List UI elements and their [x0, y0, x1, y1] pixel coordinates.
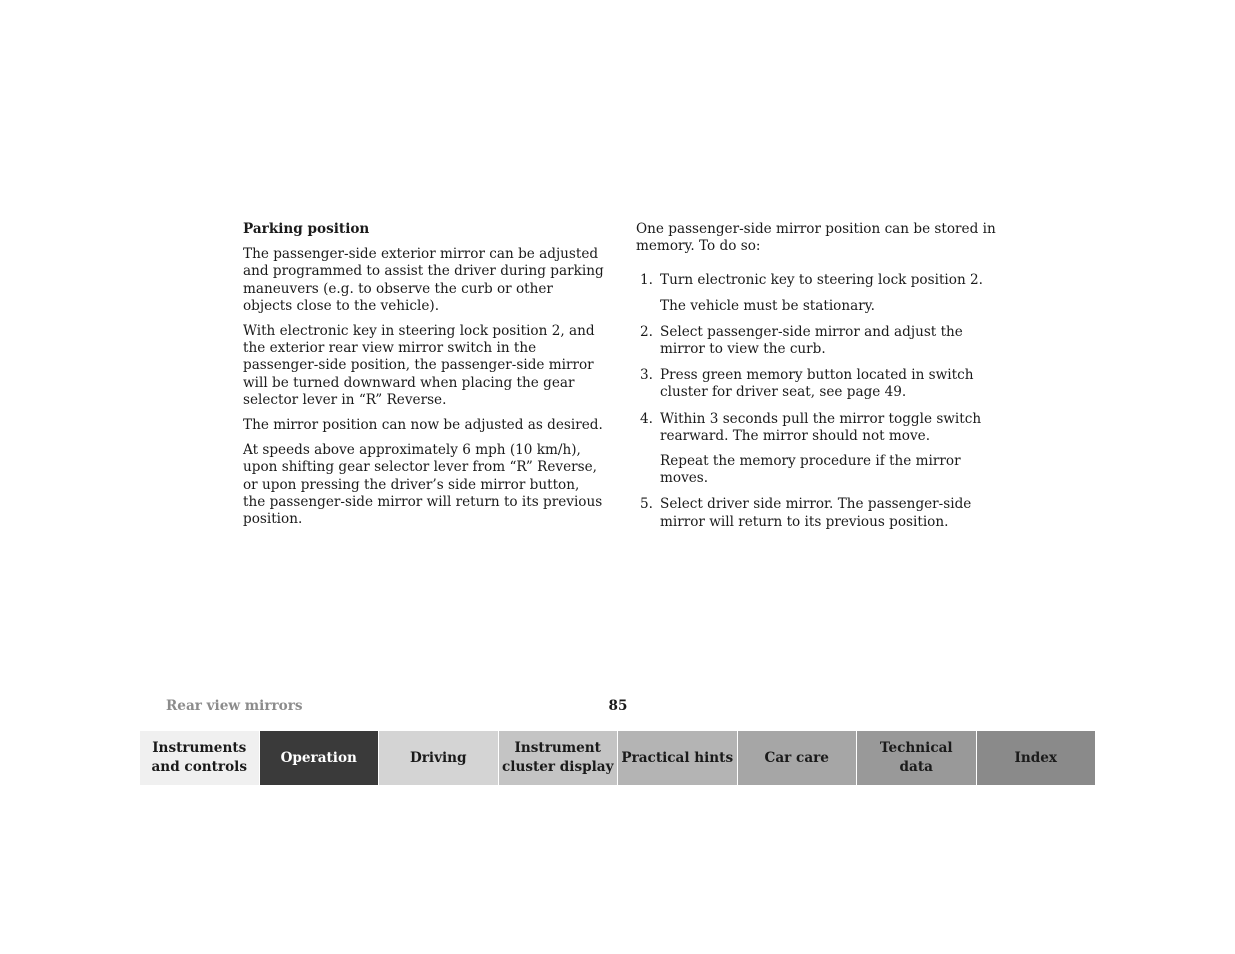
step-number: 2.: [640, 323, 653, 340]
step-row: [636, 324, 998, 358]
tab-instruments-and-controls[interactable]: Instruments and controls: [140, 731, 260, 785]
step-text: Turn electronic key to steering lock position 2.: [660, 272, 983, 289]
left-column: [243, 221, 605, 536]
tab-index[interactable]: Index: [977, 731, 1096, 785]
section-heading: Parking position: [243, 221, 370, 237]
right-column: [636, 221, 998, 540]
step-item: [636, 367, 998, 401]
step-item: [636, 496, 998, 530]
page-number: 85: [608, 698, 628, 714]
step-row: [636, 367, 998, 401]
chapter-nav-bar: [140, 731, 1095, 785]
step-row: [636, 411, 998, 445]
tab-operation[interactable]: Operation: [260, 731, 380, 785]
step-number: 1.: [640, 272, 653, 289]
steps-list: [636, 272, 998, 530]
step-row: [636, 272, 998, 289]
footer-section-title: Rear view mirrors: [166, 698, 303, 714]
step-item: [636, 411, 998, 488]
step-note: Repeat the memory procedure if the mirror moves.: [660, 453, 961, 487]
step-text: Select driver side mirror. The passenger-side mirror will return to its previous position.: [660, 496, 972, 530]
step-text: Within 3 seconds pull the mirror toggle switch rearward. The mirror should not move.: [660, 410, 982, 444]
step-item: [636, 324, 998, 358]
step-number: 5.: [640, 496, 653, 513]
step-number: 4.: [640, 410, 653, 427]
tab-practical-hints[interactable]: Practical hints: [618, 731, 738, 785]
paragraph: At speeds above approximately 6 mph (10 km/h), upon shifting gear selector lever from “R” Reverse, or upon pressing the driver’s side mirror button, the passenger-side mirror will return to its previous position.: [243, 442, 603, 528]
step-note: The vehicle must be stationary.: [660, 297, 875, 314]
tab-technical-data[interactable]: Technical data: [857, 731, 977, 785]
paragraph: The passenger-side exterior mirror can be adjusted and programmed to assist the driver during parking maneuvers (e.g. to observe the curb or other objects close to the vehicle).: [243, 246, 604, 314]
step-item: [636, 272, 998, 314]
tab-driving[interactable]: Driving: [379, 731, 499, 785]
paragraph: The mirror position can now be adjusted as desired.: [243, 417, 603, 434]
step-row: [636, 496, 998, 530]
step-number: 3.: [640, 367, 653, 384]
tab-car-care[interactable]: Car care: [738, 731, 858, 785]
paragraph: With electronic key in steering lock position 2, and the exterior rear view mirror switch in the passenger-side position, the passenger-side mirror will be turned downward when placing the gear selector lever in “R” Reverse.: [243, 323, 595, 408]
step-text: Press green memory button located in switch cluster for driver seat, see page 49.: [660, 367, 974, 401]
tab-instrument-cluster-display[interactable]: Instrument cluster display: [499, 731, 619, 785]
intro-paragraph: One passenger-side mirror position can be stored in memory. To do so:: [636, 221, 996, 255]
step-text: Select passenger-side mirror and adjust the mirror to view the curb.: [660, 323, 963, 358]
